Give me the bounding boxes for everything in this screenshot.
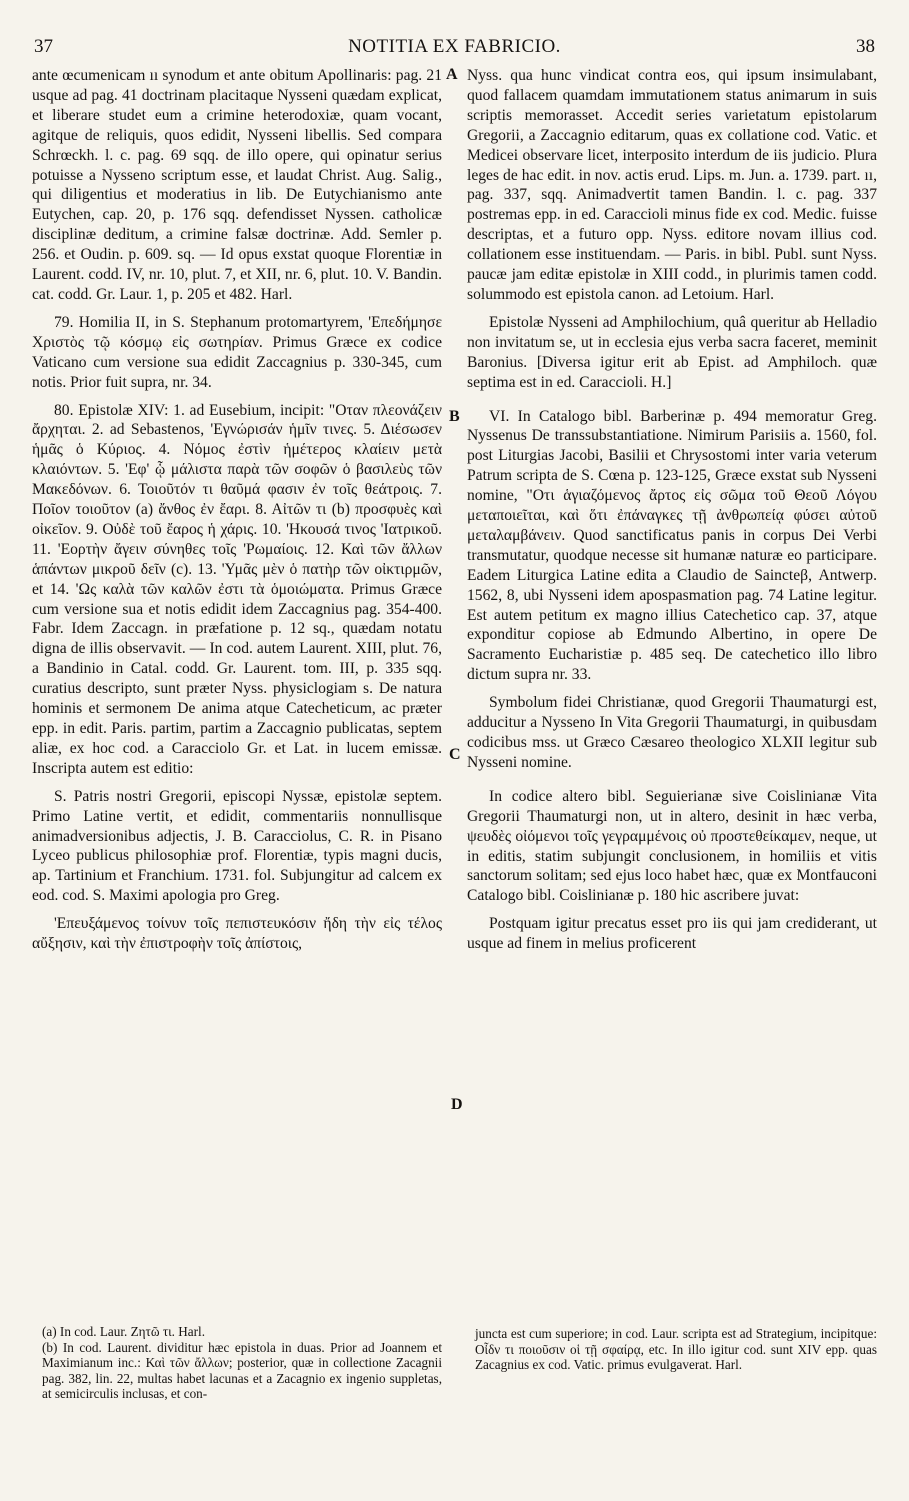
paragraph-section-vi: VI. In Catalogo bibl. Barberinæ p. 494 memoratur Greg. Nyssenus De transsubstantiatione. Nimirum Parisiis a. 1560, fol. post Liturgias Jacobi, Basilii et Chrysostomi inter varia veterum Patrum scripta de S. Cœna p. 123-125, Græce exstat sub Nysseni nomine, "Οτι ἁγιαζόμενος ἄρτος εἰς σῶμα τοῦ Θεοῦ Λόγου μεταποιεῖται, καὶ ὅτι ἐπάναγκες τῇ ἀνθρωπείᾳ φύσει αὐτοῦ μεταλαμβάνειν. Quod sanctificatus panis in corpus Dei Verbi transmutatur, quodque necesse sit humanæ naturæ eo participare. Eadem Liturgica Latine edita a Claudio de Saincteβ, Antwerp. 1562, 8, ubi Nysseni idem apospasmation pag. 74 Latine legitur. Est autem petitum ex magno illius Catechetico cap. 37, atque exponditur copiose ab Edmundo Albertino, in opere De Sacramento Eucharistiæ p. 485 seq. De catechetico illo libro dictum supra nr. 33.	[467, 407, 877, 684]
paragraph-nyss-vindicat: Nyss. qua hunc vindicat contra eos, qui ipsum insimulabant, quod fallacem quamdam immutationem status animarum in suis scriptis memorasset. Accedit series varietatum epistolarum Gregorii, a Zaccagnio editarum, quas ex collatione cod. Vatic. et Medicei observare licet, interposito interdum de iis judicio. Plura leges de hac edit. in nov. actis erud. Lips. m. Jun. a. 1739. part. ıı, pag. 337, sqq. Animadvertit tamen Bandin. l. c. pag. 337 postremas epp. in ed. Caraccioli minus fide ex cod. Medic. fuisse descriptas, et a futuro opp. Nyss. editore novam illius cod. collationem esse instituendam. — Paris. in bibl. Publ. sunt Nyss. paucæ jam editæ epistolæ in XIII codd., in plurimis tamen codd. solummodo est epistola canon. ad Letoium. Harl.	[467, 67, 877, 303]
margin-letter-a: A	[446, 66, 458, 83]
left-column	[32, 66, 442, 954]
paragraph-codice-seguieriano: In codice altero bibl. Seguierianæ sive Coislinianæ Vita Gregorii Thaumaturgi non, ut in altero, desinit in hæc verba, ψευδὲς οἰόμενοι τοῖς γεγραμμένοις οὐ προστεθείκαμεν, neque, ut in editis, statim subjungit conclusionem, in homiliis et vitis sanctorum solitam; sed ejus loco habet hæc, quæ ex Montfauconi Catalogo bibl. Coislinianæ p. 180 hic ascribere juvat:	[467, 787, 877, 905]
paragraph-greek-quotation: 'Επευξάμενος τοίνυν τοῖς πεπιστευκόσιν ἤδη τὴν εἰς τέλος αὔξησιν, καὶ τὴν ἐπιστροφὴν τοῖς ἀπίστοις,	[32, 915, 442, 953]
margin-letter-c: C	[449, 746, 461, 763]
paragraph-postquam: Postquam igitur precatus esset pro iis qui jam crediderant, ut usque ad finem in melius proficerent	[467, 915, 877, 953]
page-number-left: 37	[34, 36, 53, 57]
footnotes-left	[42, 1324, 442, 1402]
running-header	[34, 36, 875, 62]
footnote-b-continued: juncta est cum superiore; in cod. Laur. scripta est ad Strategium, incipitque: Οἶδν τι ποιοῦσιν οἱ τῇ σφαίρᾳ, etc. In illo igitur cod. sunt XIV epp. quas Zacagnius ex cod. Vatic. primus evulgaverat. Harl.	[475, 1326, 877, 1372]
paragraph-epistolae-xiv: 80. Epistolæ XIV: 1. ad Eusebium, incipit: "Οταν πλεονάζειν ἄρχηται. 2. ad Sebastenos, 'Εγνώρισάν ἡμῖν τινες. 5. Διέσωσεν ἡμᾶς ὁ Κύριος. 4. Νόμος ἐστὶν ἡμέτερος κλαίειν μετὰ κλαιόντων. 5. 'Εφ' ᾧ μάλιστα παρὰ τῶν σοφῶν ὁ βασιλεὺς τῶν Μακεδόνων. 6. Τοιοῦτόν τι θαῦμά φασιν ἐν τοῖς θεάτροις. 7. Ποῖον τοιοῦτον (a) ἄνθος ἐν ἔαρι. 8. Αἰτῶν τι (b) προσφυὲς καὶ οἰκεῖον. 9. Οὐδὲ τοῦ ἔαρος ἡ χάρις. 10. 'Ηκουσά τινος 'Ιατρικοῦ. 11. 'Εορτὴν ἄγειν σύνηθες τοῖς 'Ρωμαίοις. 12. Καὶ τῶν ἄλλων ἁπάντων μικροῦ δεῖν (c). 13. 'Υμᾶς μὲν ὁ πατὴρ τῶν οἰκτιρμῶν, et 14. 'Ως καλὰ τῶν καλῶν ἐστι τὰ ὁμοιώματα. Primus Græce cum versione sua et notis edidit idem Zaccagnius pag. 354-400. Fabr. Idem Zaccagn. in præfatione p. 12 sq., quædam notatu digna de illis observavit. — In cod. autem Laurent. XIII, plut. 76, a Bandinio in Catal. codd. Gr. Laurent. tom. III, p. 335 sqq. curatius descripto, sunt præter Nyss. physiclogiam s. De natura hominis et sermonem De anima atque Catecheticum, ac præter epp. in edit. Paris. partim, partim a Zaccagnio publicatas, septem aliæ, ex hoc cod. a Caracciolo Gr. et Lat. in lucem emissæ. Inscripta autem est editio:	[32, 401, 442, 777]
footnotes-right	[475, 1326, 877, 1373]
paragraph-gregory-apology: ante œcumenicam ıı synodum et ante obitum Apollinaris: pag. 21 usque ad pag. 41 doctrinam placitaque Nysseni quædam explicat, et liberare studet eum a crimine heterodoxiæ, quam vocant, agitque de reliquis, quos edidit, Nysseni libellis. Sed compara Schrœckh. l. c. pag. 69 sqq. de illo opere, qui opinatur serius potuisse a Nysseno scriptum esse, et laudat Christ. Aug. Salig., qui diligentius et moderatius in lib. De Eutychianismo ante Eutychen, cap. 20, p. 176 sqq. defendisset Nyssen. catholicæ disciplinæ deditum, a crimine falsæ doctrinæ. Add. Semler p. 256. et Oudin. p. 609. sq. — Id opus exstat quoque Florentiæ in Laurent. codd. IV, nr. 10, plut. 7, et XII, nr. 6, plut. 10. V. Bandin. cat. codd. Gr. Laur. 1, p. 205 et 482. Harl.	[32, 67, 442, 303]
paragraph-epistolae-amphilochium: Epistolæ Nysseni ad Amphilochium, quâ queritur ab Helladio non invitatum se, ut in ecclesia ejus verba sacra faceret, meminit Baronius. [Diversa igitur erit ab Epist. ad Amphiloch. quæ septima est in ed. Caraccioli. H.]	[467, 313, 877, 391]
margin-letter-d: D	[451, 1096, 463, 1113]
footnote-b: (b) In cod. Laurent. dividitur hæc epistola in duas. Prior ad Joannem et Maximianum inc.: Καὶ τῶν ἄλλων; posterior, quæ in collectione Zacagnii pag. 382, lin. 22, multas habet lacunas et a Zacagnio ex ingenio suppletas, at semicirculis inclusas, et con-	[42, 1339, 442, 1401]
margin-letter-b: B	[449, 408, 460, 425]
running-title: NOTITIA EX FABRICIO.	[348, 36, 561, 57]
paragraph-homilia-stephanum: 79. Homilia II, in S. Stephanum protomartyrem, 'Επεδήμησε Χριστὸς τῷ κόσμῳ εἰς σωτηρίαν. Primus Græce ex codice Vaticano cum versione sua edidit Zaccagnius p. 330-345, cum notis. Prior fuit supra, nr. 34.	[32, 313, 442, 391]
paragraph-edition-caracciolus: S. Patris nostri Gregorii, episcopi Nyssæ, epistolæ septem. Primo Latine vertit, et edidit, commentariis nonnullisque animadversionibus adjectis, J. B. Caracciolus, C. R. in Pisano Lyceo publicus philosophiæ prof. Florentiæ, typis magni ducis, ap. Tartinium et Franchium. 1731. fol. Subjungitur ad calcem ex eod. cod. S. Maximi apologia pro Greg.	[32, 787, 442, 905]
footnote-a: (a) In cod. Laur. Ζητῶ τι. Harl.	[42, 1324, 206, 1339]
paragraph-symbolum-fidei: Symbolum fidei Christianæ, quod Gregorii Thaumaturgi est, adducitur a Nysseno In Vita Gregorii Thaumaturgi, in quibusdam codicibus mss. ut Græco Cæsareo theologico XLXII legitur sub Nysseni nomine.	[467, 694, 877, 771]
page-number-right: 38	[856, 36, 875, 57]
right-column	[467, 66, 877, 954]
